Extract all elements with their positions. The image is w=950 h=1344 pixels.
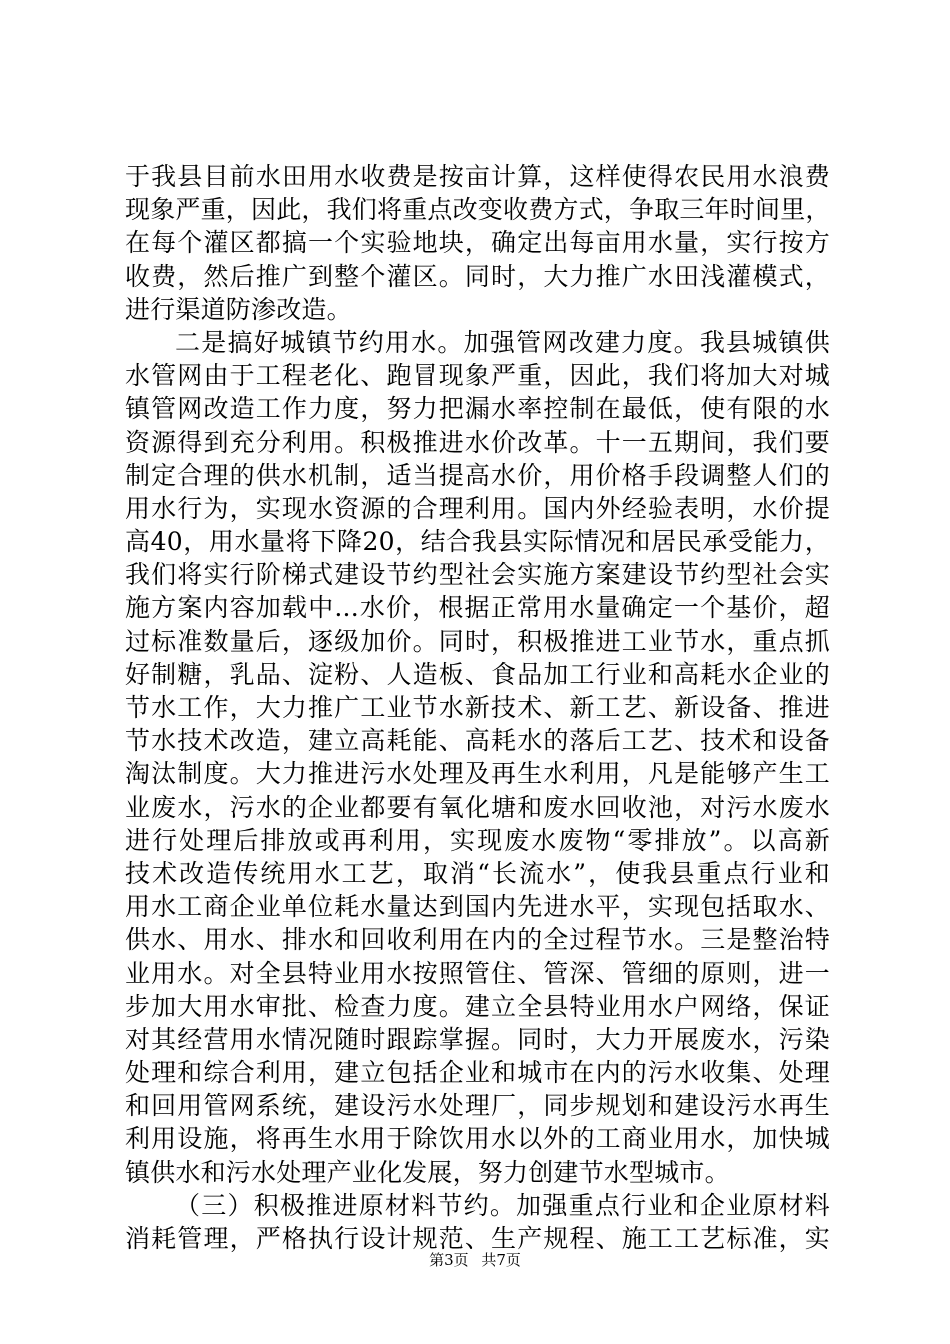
text-line: 和回用管网系统，建设污水处理厂，同步规划和建设污水再生	[125, 1091, 830, 1121]
text-line: 收费，然后推广到整个灌区。同时，大力推广水田浅灌模式，	[125, 261, 830, 291]
text-line: 于我县目前水田用水收费是按亩计算，这样使得农民用水浪费	[125, 162, 830, 191]
text-line: 镇供水和污水处理产业化发展，努力创建节水型城市。	[125, 1157, 730, 1187]
text-line: 利用设施，将再生水用于除饮用水以外的工商业用水，加快城	[125, 1124, 830, 1154]
text-line: （三）积极推进原材料节约。加强重点行业和企业原材料	[175, 1190, 830, 1220]
text-line: 技术改造传统用水工艺，取消“长流水”，使我县重点行业和	[125, 858, 830, 888]
text-line: 施方案内容加载中...水价，根据正常用水量确定一个基价，超	[125, 593, 830, 623]
text-line: 节水工作，大力推广工业节水新技术、新工艺、新设备、推进	[125, 693, 830, 722]
text-line: 业用水。对全县特业用水按照管住、管深、管细的原则，进一	[125, 958, 830, 988]
text-line: 用水工商企业单位耗水量达到国内先进水平，实现包括取水、	[125, 892, 830, 922]
text-line: 在每个灌区都搞一个实验地块，确定出每亩用水量，实行按方	[125, 228, 830, 258]
text-line: 对其经营用水情况随时跟踪掌握。同时，大力开展废水，污染	[125, 1024, 830, 1054]
text-line: 进行处理后排放或再利用，实现废水废物“零排放”。以高新	[125, 825, 830, 855]
page-number: 第3页	[429, 1251, 469, 1269]
text-line: 二是搞好城镇节约用水。加强管网改建力度。我县城镇供	[175, 327, 830, 357]
document-body	[125, 160, 830, 1255]
text-line: 进行渠道防渗改造。	[125, 294, 352, 324]
text-line: 好制糖，乳品、淀粉、人造板、食品加工行业和高耗水企业的	[125, 659, 830, 689]
text-line: 高40，用水量将下降20，结合我县实际情况和居民承受能力，	[125, 527, 830, 557]
page-footer	[0, 1249, 950, 1270]
text-line: 节水技术改造，建立高耗能、高耗水的落后工艺、技术和设备	[125, 726, 830, 756]
text-line: 资源得到充分利用。积极推进水价改革。十一五期间，我们要	[125, 427, 830, 457]
text-line: 过标准数量后，逐级加价。同时，积极推进工业节水，重点抓	[125, 626, 830, 656]
text-line: 我们将实行阶梯式建设节约型社会实施方案建设节约型社会实	[125, 560, 830, 590]
page-total: 共7页	[481, 1251, 521, 1269]
text-line: 处理和综合利用，建立包括企业和城市在内的污水收集、处理	[125, 1058, 830, 1088]
text-line: 用水行为，实现水资源的合理利用。国内外经验表明，水价提	[125, 493, 830, 523]
text-line: 镇管网改造工作力度，努力把漏水率控制在最低，使有限的水	[125, 394, 830, 424]
text-line: 业废水，污水的企业都要有氧化塘和废水回收池，对污水废水	[125, 792, 830, 822]
text-line: 消耗管理，严格执行设计规范、生产规程、施工工艺标准，实	[125, 1224, 830, 1253]
text-line: 制定合理的供水机制，适当提高水价，用价格手段调整人们的	[125, 460, 830, 490]
text-line: 水管网由于工程老化、跑冒现象严重，因此，我们将加大对城	[125, 361, 830, 391]
text-line: 供水、用水、排水和回收利用在内的全过程节水。三是整治特	[125, 925, 830, 955]
text-line: 步加大用水审批、检查力度。建立全县特业用水户网络，保证	[125, 991, 830, 1021]
text-line: 淘汰制度。大力推进污水处理及再生水利用，凡是能够产生工	[125, 759, 830, 789]
text-line: 现象严重，因此，我们将重点改变收费方式，争取三年时间里，	[125, 195, 831, 225]
